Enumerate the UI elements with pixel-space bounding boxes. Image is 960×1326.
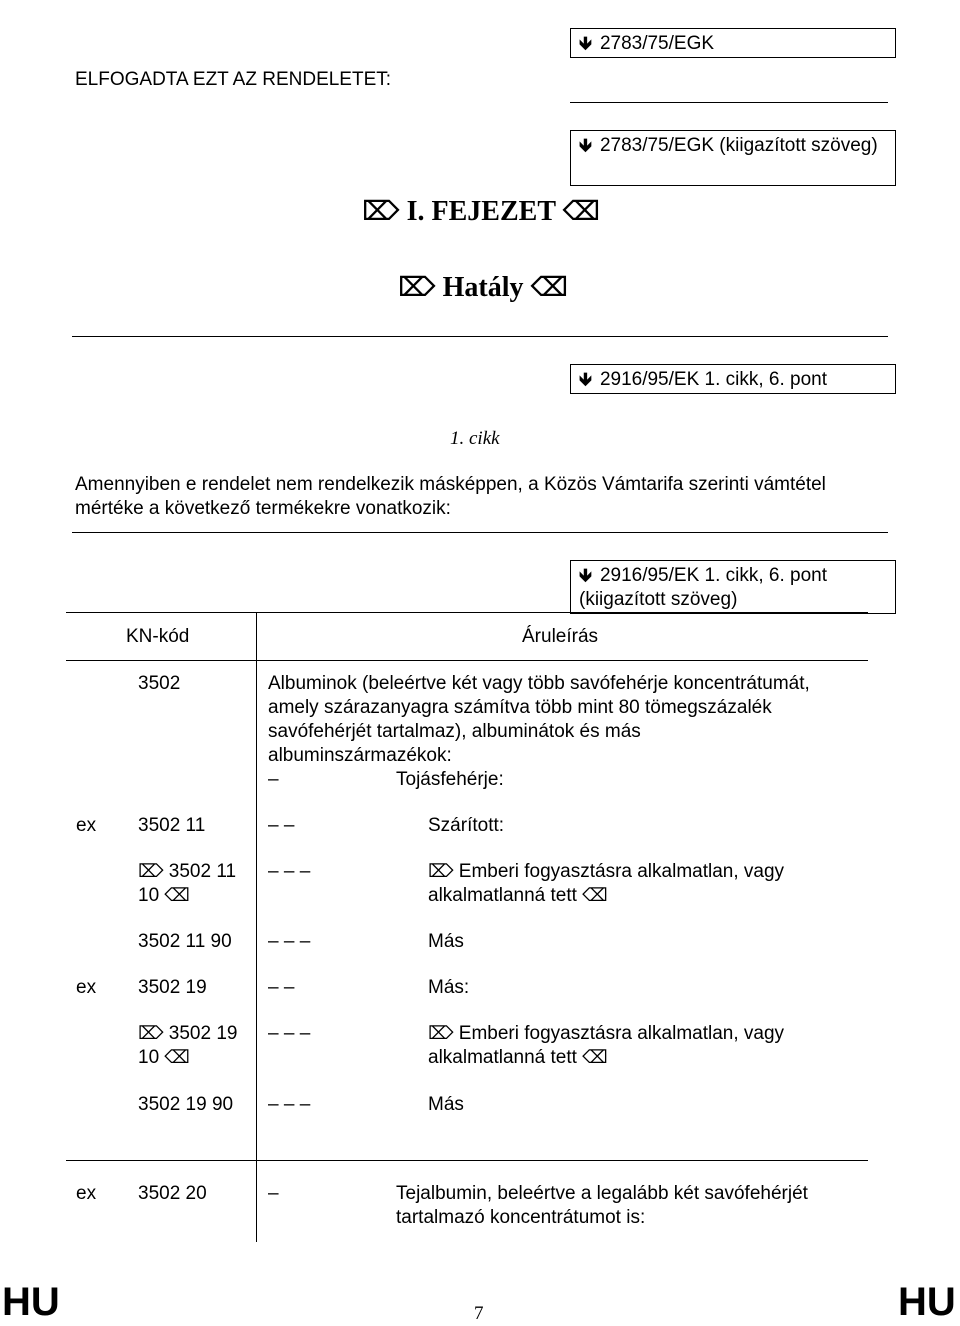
indent-dash: – – – — [268, 931, 311, 952]
divider — [72, 336, 888, 337]
indent-dash: – – — [268, 815, 295, 836]
adopted-label: ELFOGADTA EZT AZ RENDELETET: — [75, 69, 392, 90]
divider — [72, 532, 888, 533]
insert-start-icon: ⌦ — [398, 272, 436, 303]
footer-language-left: HU — [2, 1280, 60, 1324]
insert-end-icon: ⌫ — [164, 1047, 190, 1068]
indent-dash: – — [268, 1183, 279, 1204]
goods-description: Más: — [428, 977, 470, 998]
goods-description: Albuminok (beleértve két vagy több savófehérje koncentrátumát, amely szárazanyagra számítva több mint 80 tömegszázalék savófehérjét tartalmaz), albuminátok és más albuminszármazékok: — [268, 673, 810, 766]
article-text: Amennyiben e rendelet nem rendelkezik másképpen, a Közös Vámtarifa szerinti vámtétel mértéke a következő termékekre vonatkozik: — [75, 474, 826, 519]
table-column-divider — [256, 612, 257, 1242]
chapter-title: I. FEJEZET — [406, 196, 556, 227]
goods-description — [428, 1022, 828, 1070]
table-header-border — [66, 660, 868, 661]
cn-code-text: 3502 19 10 — [138, 1023, 238, 1068]
insert-end-icon: ⌫ — [582, 885, 608, 906]
amendment-marker-box — [570, 28, 896, 58]
insert-end-icon: ⌫ — [164, 885, 190, 906]
cn-code: 3502 20 — [138, 1183, 207, 1204]
chapter-heading — [362, 196, 600, 228]
down-arrow-icon: 🡻 — [579, 135, 592, 156]
insert-end-icon: ⌫ — [562, 196, 601, 227]
footer-language-right: HU — [898, 1280, 956, 1324]
cn-code — [138, 860, 250, 908]
indent-dash: – – — [268, 977, 295, 998]
down-arrow-icon: 🡻 — [579, 369, 592, 390]
marker-text: 2916/95/EK 1. cikk, 6. pont (kiigazított szöveg) — [579, 565, 828, 610]
chapter-subheading — [398, 272, 568, 304]
amendment-marker-box — [570, 130, 896, 186]
cn-code-text: 3502 11 10 — [138, 861, 237, 906]
insert-end-icon: ⌫ — [530, 272, 569, 303]
amendment-marker-box — [570, 364, 896, 394]
column-header-code: KN-kód — [126, 626, 190, 647]
goods-description: Szárított: — [428, 815, 505, 836]
goods-description: Más — [428, 1094, 464, 1115]
goods-description-text: Emberi fogyasztásra alkalmatlan, vagy alkalmatlanná tett — [428, 861, 785, 906]
down-arrow-icon: 🡻 — [579, 33, 592, 54]
article-title: 1. cikk — [450, 428, 500, 449]
goods-description: Más — [428, 931, 464, 952]
marker-text: 2783/75/EGK — [599, 33, 715, 54]
cn-code: 3502 11 — [138, 815, 206, 836]
goods-description: Tojásfehérje: — [396, 769, 504, 790]
goods-description: Tejalbumin, beleértve a legalább két savófehérjét tartalmazó koncentrátumot is: — [396, 1183, 808, 1228]
cn-code: 3502 11 90 — [138, 931, 232, 952]
ex-prefix: ex — [76, 977, 97, 998]
page-number: 7 — [474, 1303, 484, 1324]
ex-prefix: ex — [76, 815, 97, 836]
insert-start-icon: ⌦ — [138, 1023, 164, 1044]
table-top-border — [66, 612, 868, 613]
cn-code: 3502 19 90 — [138, 1094, 234, 1115]
insert-start-icon: ⌦ — [362, 196, 400, 227]
chapter-subtitle: Hatály — [442, 272, 524, 303]
column-header-description: Áruleírás — [522, 626, 599, 647]
marker-text: 2783/75/EGK (kiigazított szöveg) — [599, 135, 878, 156]
cn-code — [138, 1022, 250, 1070]
down-arrow-icon: 🡻 — [579, 565, 592, 586]
goods-description — [428, 860, 828, 908]
indent-dash: – – – — [268, 1023, 311, 1044]
amendment-marker-box — [570, 560, 896, 614]
indent-dash: – – – — [268, 861, 311, 882]
divider — [570, 102, 888, 103]
table-row-border — [66, 1160, 868, 1161]
goods-description-text: Emberi fogyasztásra alkalmatlan, vagy alkalmatlanná tett — [428, 1023, 785, 1068]
indent-dash: – – – — [268, 1094, 311, 1115]
indent-dash: – — [268, 769, 279, 790]
insert-start-icon: ⌦ — [428, 1023, 454, 1044]
marker-text: 2916/95/EK 1. cikk, 6. pont — [599, 369, 828, 390]
cn-code: 3502 19 — [138, 977, 207, 998]
insert-end-icon: ⌫ — [582, 1047, 608, 1068]
insert-start-icon: ⌦ — [428, 861, 454, 882]
insert-start-icon: ⌦ — [138, 861, 164, 882]
ex-prefix: ex — [76, 1183, 97, 1204]
cn-code: 3502 — [138, 673, 181, 694]
